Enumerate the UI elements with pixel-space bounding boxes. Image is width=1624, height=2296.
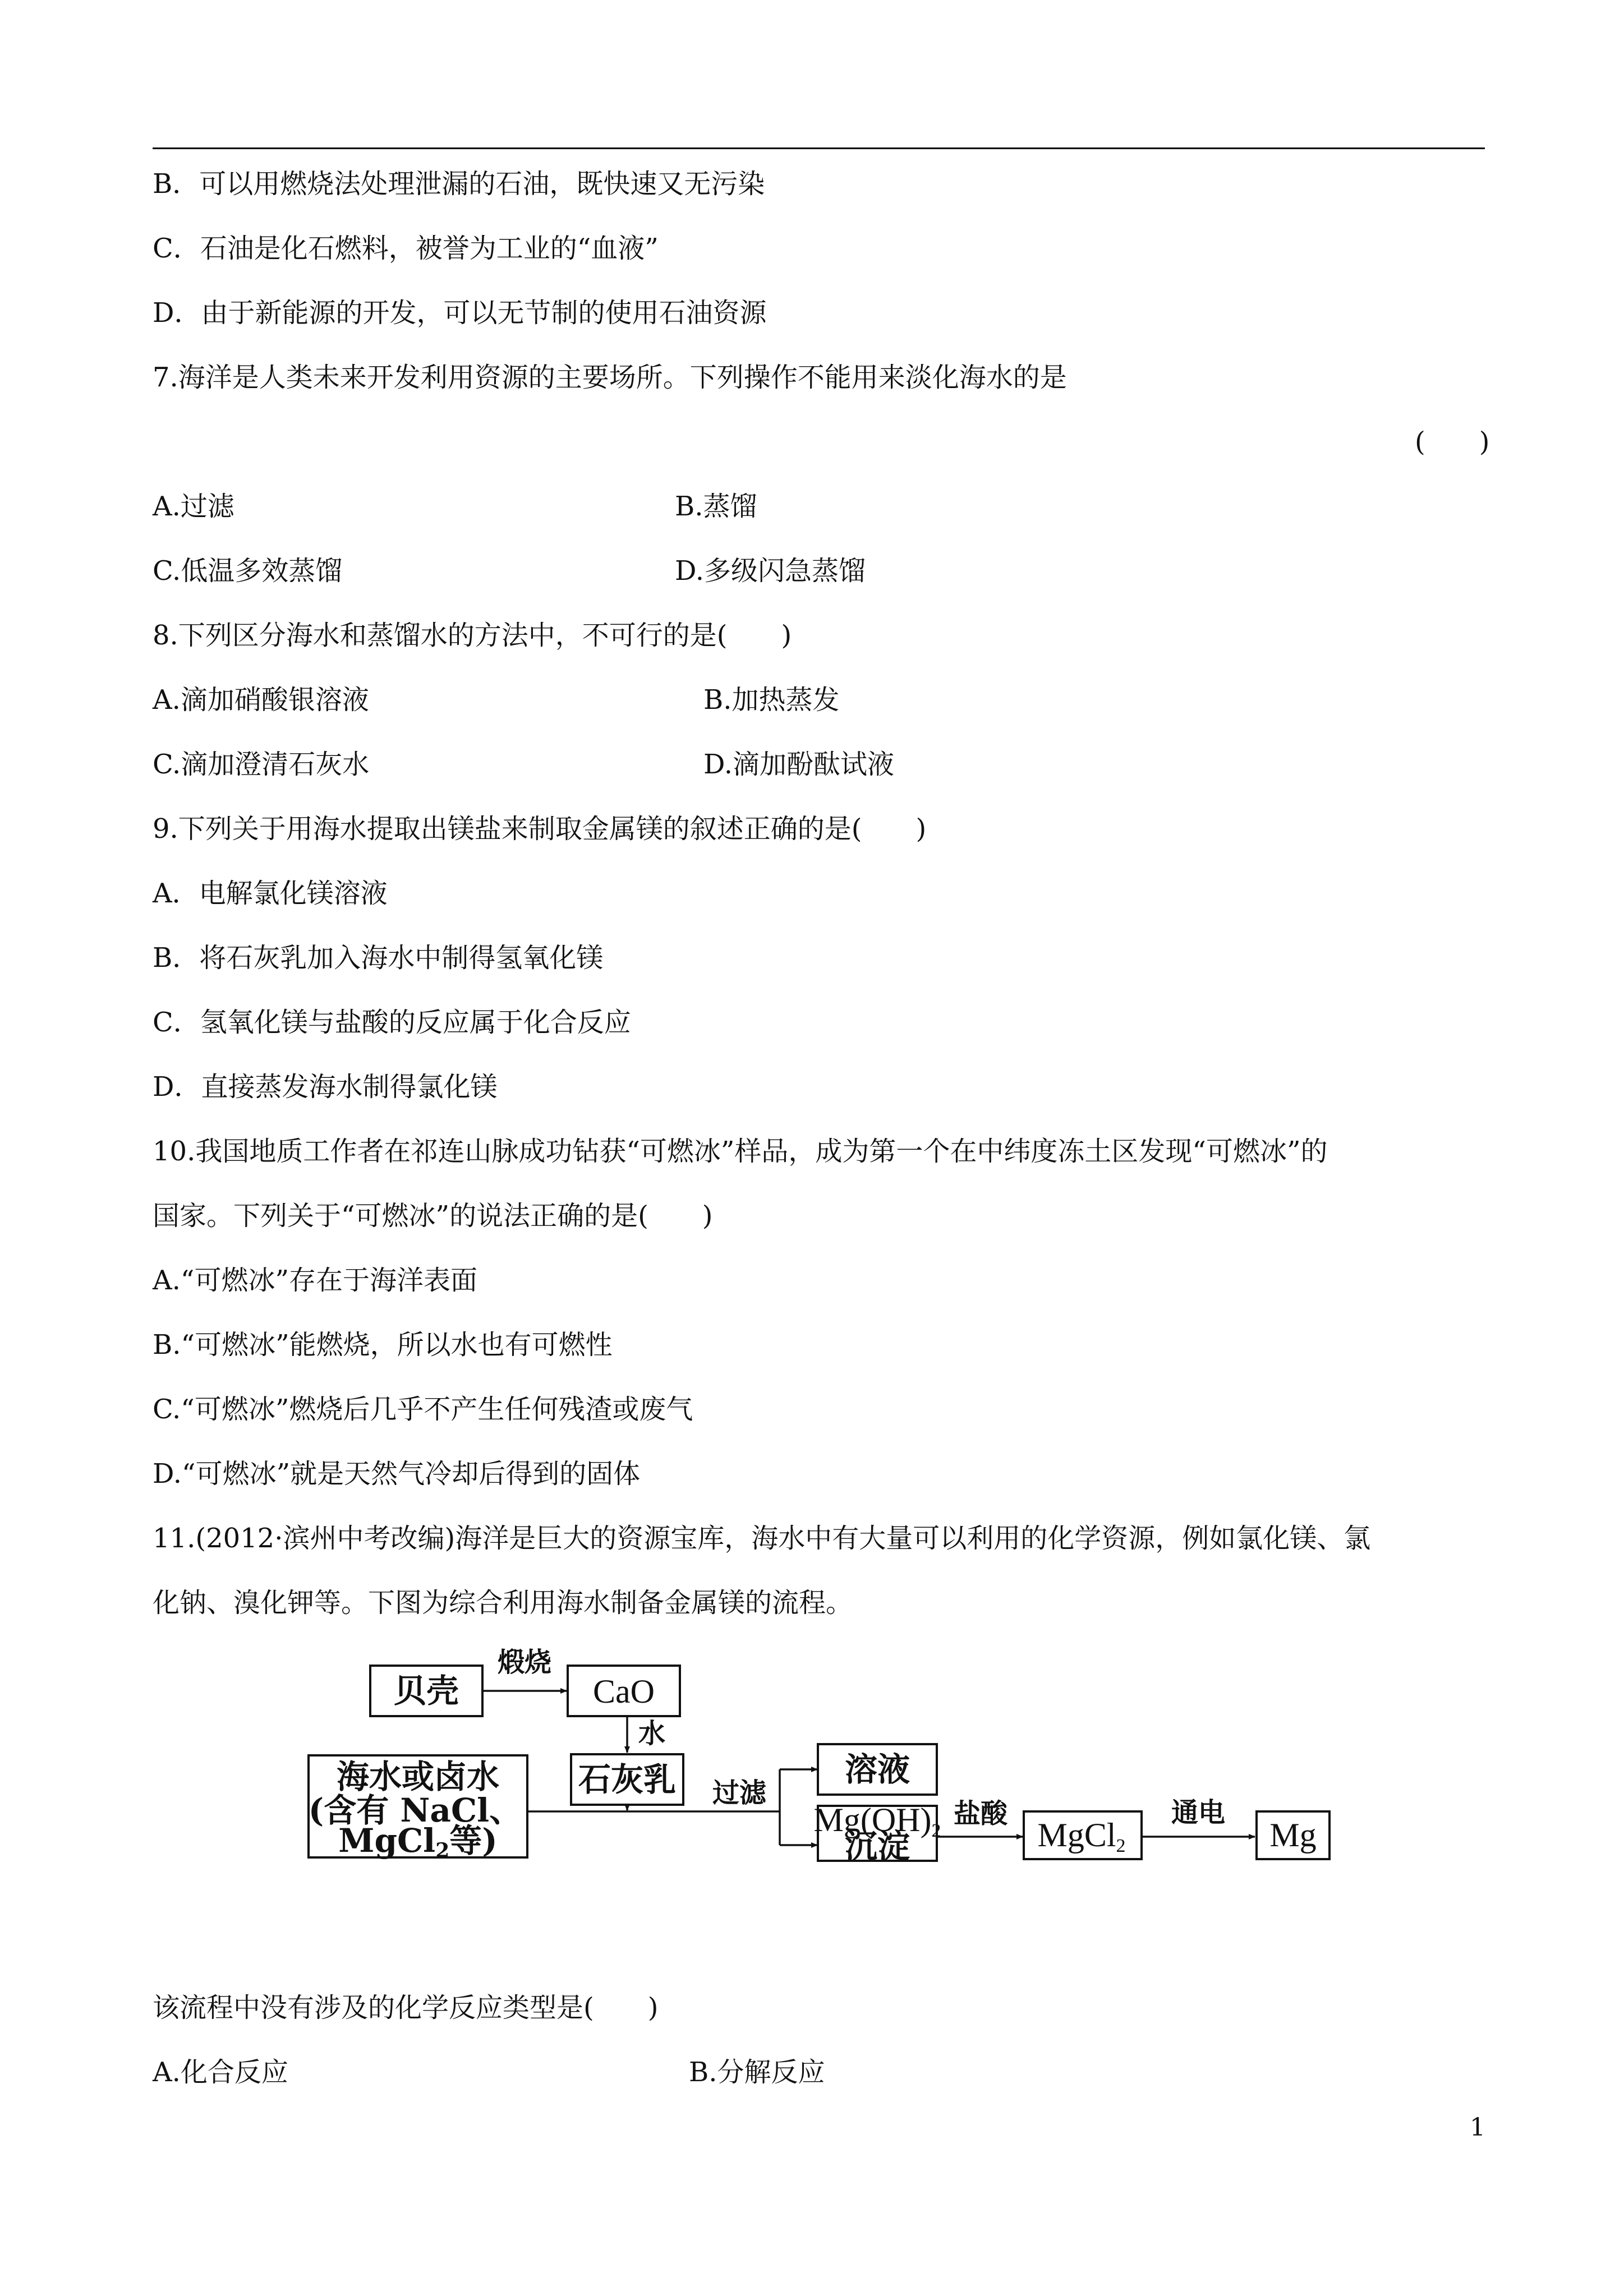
q8-option-d: D.滴加酚酞试液	[703, 749, 895, 780]
q7-option-c: C.低温多效蒸馏	[153, 555, 343, 587]
q10-option-d: D.“可燃冰”就是天然气冷却后得到的固体	[153, 1458, 641, 1490]
q7-option-a: A.过滤	[153, 491, 234, 522]
q9-option-a: A．电解氯化镁溶液	[153, 878, 388, 909]
seawater-mgcl-subscript: 2	[435, 1839, 450, 1862]
q9-option-c: C．氢氧化镁与盐酸的反应属于化合反应	[153, 1007, 631, 1038]
mgoh2-subscript: 2	[931, 1820, 941, 1841]
mgoh2-text: Mg(OH)	[813, 1801, 932, 1838]
calcine-label: 煅烧	[497, 1647, 552, 1678]
mgcl2-label	[1037, 1816, 1125, 1856]
q10-stem-line1: 10.我国地质工作者在祁连山脉成功钻获“可燃冰”样品，成为第一个在中纬度冻土区发现“可燃冰”的	[153, 1136, 1328, 1167]
magnesium-process-flowchart	[303, 1643, 1346, 1862]
page-number: 1	[1470, 2113, 1485, 2142]
seawater-mgcl-text: MgCl	[338, 1822, 436, 1860]
mgcl2-text: MgCl	[1037, 1816, 1116, 1854]
q7-stem: 7.海洋是人类未来开发利用资源的主要场所。下列操作不能用来淡化海水的是	[153, 362, 1067, 393]
precipitate-label: 沉淀	[844, 1827, 910, 1862]
hcl-label: 盐酸	[953, 1798, 1008, 1829]
q6-option-d: D．由于新能源的开发，可以无节制的使用石油资源	[153, 297, 767, 329]
mgcl2-subscript: 2	[1116, 1836, 1126, 1856]
electrolysis-label: 通电	[1171, 1797, 1226, 1828]
q11-stem-line2: 化钠、溴化钾等。下图为综合利用海水制备金属镁的流程。	[153, 1587, 853, 1619]
q10-option-c: C.“可燃冰”燃烧后几乎不产生任何残渣或废气	[153, 1394, 693, 1425]
q11-sub-question: 该流程中没有涉及的化学反应类型是( )	[153, 1992, 659, 2023]
cao-label: CaO	[593, 1673, 655, 1710]
q9-option-d: D．直接蒸发海水制得氯化镁	[153, 1071, 498, 1103]
seawater-label-line1: 海水或卤水	[336, 1758, 500, 1796]
q8-option-a: A.滴加硝酸银溶液	[153, 684, 369, 716]
q8-option-b: B.加热蒸发	[703, 684, 840, 716]
lime-milk-label: 石灰乳	[578, 1760, 677, 1799]
mg-label: Mg	[1269, 1816, 1317, 1854]
q8-stem: 8.下列区分海水和蒸馏水的方法中，不可行的是( )	[153, 620, 792, 651]
q10-option-b: B.“可燃冰”能燃烧，所以水也有可燃性	[153, 1329, 613, 1361]
q10-option-a: A.“可燃冰”存在于海洋表面	[153, 1265, 478, 1296]
q7-answer-bracket: ( )	[1415, 426, 1490, 458]
q11-option-a: A.化合反应	[153, 2057, 288, 2088]
q6-option-b: B．可以用燃烧法处理泄漏的石油，既快速又无污染	[153, 168, 765, 200]
q11-stem-line1: 11.(2012·滨州中考改编)海洋是巨大的资源宝库，海水中有大量可以利用的化学资源，例如氯化镁、氯	[153, 1523, 1371, 1554]
water-label: 水	[638, 1718, 666, 1749]
q10-stem-line2: 国家。下列关于“可燃冰”的说法正确的是( )	[153, 1200, 713, 1232]
q7-option-b: B.蒸馏	[675, 491, 757, 522]
filter-label: 过滤	[712, 1777, 767, 1809]
q11-option-b: B.分解反应	[689, 2057, 825, 2088]
solution-label: 溶液	[844, 1750, 910, 1788]
q8-option-c: C.滴加澄清石灰水	[153, 749, 370, 780]
header-rule	[153, 147, 1485, 149]
seawater-label-line3	[338, 1822, 497, 1862]
seawater-etc-text: 等)	[449, 1822, 498, 1860]
seawater-label-line2-text: (含有 NaCl、	[308, 1791, 522, 1829]
q9-stem: 9.下列关于用海水提取出镁盐来制取金属镁的叙述正确的是( )	[153, 813, 927, 845]
q9-option-b: B．将石灰乳加入海水中制得氢氧化镁	[153, 942, 604, 974]
q6-option-c: C．石油是化石燃料，被誉为工业的“血液”	[153, 233, 659, 264]
shell-label: 贝壳	[393, 1672, 459, 1710]
q7-option-d: D.多级闪急蒸馏	[675, 555, 866, 587]
